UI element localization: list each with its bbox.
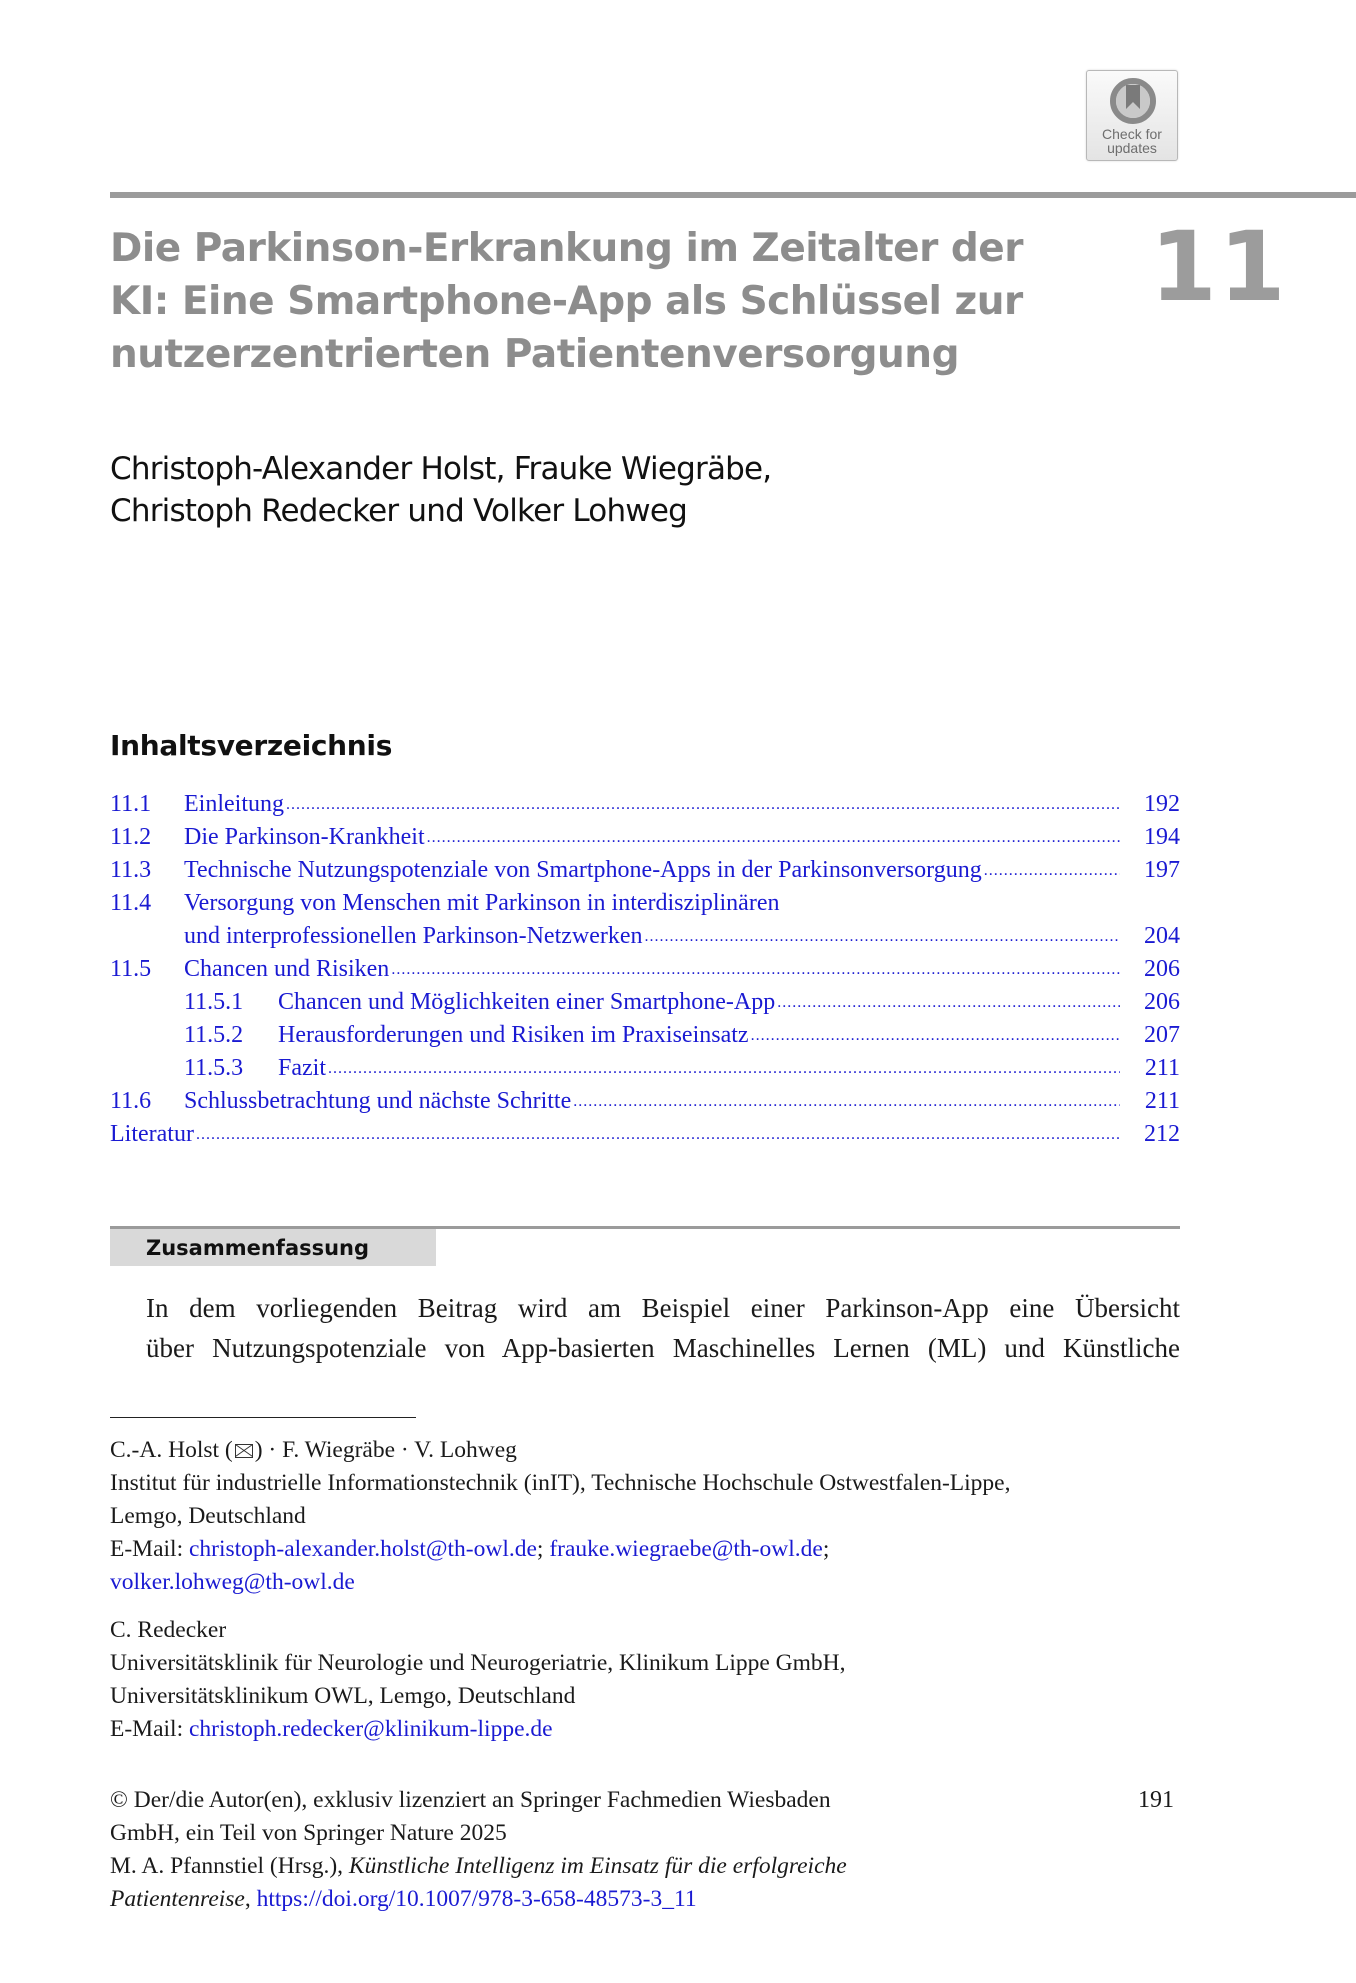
affiliation-email-line [110,1566,1180,1599]
author-line: Christoph Redecker und Volker Lohweg [110,493,688,529]
title-line: nutzerzentrierten Patientenversorgung [110,332,959,377]
badge-label [1087,127,1177,155]
author-list [110,448,771,532]
toc-entry-title[interactable]: Herausforderungen und Risiken im Praxiseinsatz [278,1022,749,1048]
affiliation-email-line: E-Mail: christoph-alexander.holst@th-owl.de; frauke.wiegraebe@th-owl.de; [110,1536,830,1562]
email-link[interactable]: christoph-alexander.holst@th-owl.de [188,1536,537,1562]
toc-entry[interactable] [110,1085,1180,1118]
check-for-updates-badge[interactable] [1086,70,1178,161]
toc-entry-number[interactable]: 11.5.3 [184,1055,244,1081]
toc-entry-page[interactable]: 211 [1144,1088,1180,1114]
toc-entry-title[interactable]: Fazit [278,1055,326,1081]
toc-entry-title-continued[interactable]: und interprofessionellen Parkinson-Netzwerken [184,923,643,949]
toc-entry-title[interactable]: Schlussbetrachtung und nächste Schritte [184,1088,572,1114]
toc-entry-number[interactable]: 11.2 [110,824,152,850]
toc-heading: Inhaltsverzeichnis [110,729,393,762]
toc-leader-dots [751,1019,1120,1052]
affiliation-authors: C. Redecker [110,1617,227,1643]
email-link[interactable]: volker.lohweg@th-owl.de [110,1569,355,1595]
toc-leader-dots [645,920,1120,953]
toc-leader-dots [196,1118,1120,1151]
toc-leader-dots [984,854,1120,887]
toc-leader-dots [573,1085,1120,1118]
toc-entry-page[interactable]: 194 [1144,824,1180,850]
toc-entry-continuation[interactable] [110,920,1180,953]
toc-leader-dots [328,1052,1120,1085]
affiliation-authors-text: C.-A. Holst ( [110,1437,233,1463]
affiliation-institution: Universitätsklinik für Neurologie und Neurogeriatrie, Klinikum Lippe GmbH, [110,1650,846,1676]
toc-entry-literature[interactable] [110,1118,1180,1151]
book-title: Patientenreise [110,1886,245,1912]
copyright-line: © Der/die Autor(en), exklusiv lizenziert an Springer Fachmedien Wiesbaden [110,1787,831,1813]
abstract-line: über Nutzungspotenziale von App-basierten Maschinelles Lernen (ML) und Künstliche [146,1333,1180,1363]
toc-entry[interactable] [110,953,1180,986]
email-link[interactable]: frauke.wiegraebe@th-owl.de [549,1536,823,1562]
toc-entry-page[interactable]: 204 [1144,923,1180,949]
affiliation-authors-text: ) · F. Wiegräbe · V. Lohweg [254,1437,517,1463]
toc-entry-number[interactable]: 11.5.1 [184,989,244,1015]
chapter-number: 11 [1150,211,1288,323]
toc-entry-title[interactable]: Chancen und Möglichkeiten einer Smartphone-App [278,989,776,1015]
affiliation-institution: Lemgo, Deutschland [110,1503,306,1529]
email-label: E-Mail: [110,1536,189,1562]
toc-entry-title[interactable]: Technische Nutzungspotenziale von Smartphone-Apps in der Parkinsonversorgung [184,857,982,883]
toc-entry-title[interactable]: Die Parkinson-Krankheit [184,824,425,850]
abstract-label: Zusammenfassung [146,1236,370,1260]
affiliation-block [110,1434,1180,1599]
toc-entry-number[interactable]: 11.1 [110,791,152,817]
footnote-rule [110,1417,416,1418]
toc-entry-title[interactable]: Versorgung von Menschen mit Parkinson in interdisziplinären [184,890,780,916]
toc-entry-page[interactable]: 206 [1144,989,1180,1015]
affiliation-block [110,1614,1180,1746]
email-label: E-Mail: [110,1716,189,1742]
toc-entry[interactable] [110,788,1180,821]
toc-entry-number[interactable]: 11.5.2 [184,1022,244,1048]
toc-leader-dots [286,788,1120,821]
citation-line [110,1883,1180,1916]
toc-subentry[interactable] [110,986,1180,1019]
toc-entry-page[interactable]: 212 [1144,1121,1180,1147]
toc-entry-title[interactable]: Literatur [110,1121,194,1147]
editor: M. A. Pfannstiel (Hrsg.), [110,1853,349,1879]
affiliation-email-line [110,1713,1180,1746]
bookmark-circle-icon [1109,77,1157,125]
toc-entry-page[interactable]: 197 [1144,857,1180,883]
title-line: KI: Eine Smartphone-App als Schlüssel zur [110,279,1023,324]
book-title: Künstliche Intelligenz im Einsatz für die erfolgreiche [348,1853,847,1879]
toc-entry[interactable] [110,887,1180,920]
badge-label-line2: updates [1107,140,1157,156]
toc-entry-number[interactable]: 11.6 [110,1088,152,1114]
abstract-line: In dem vorliegenden Beitrag wird am Beispiel einer Parkinson-App eine Übersicht [146,1293,1180,1323]
toc-leader-dots [391,953,1120,986]
affiliation-institution: Institut für industrielle Informationstechnik (inIT), Technische Hochschule Ostwestfalen-Lippe, [110,1470,1011,1496]
toc-entry-title[interactable]: Einleitung [184,791,284,817]
toc-subentry[interactable] [110,1052,1180,1085]
email-link[interactable]: christoph.redecker@klinikum-lippe.de [188,1716,553,1742]
toc-entry[interactable] [110,821,1180,854]
page-number: 191 [1138,1787,1174,1813]
copyright-line: GmbH, ein Teil von Springer Nature 2025 [110,1820,507,1846]
citation-line [110,1850,1180,1883]
publication-info [110,1784,1180,1916]
envelope-icon [235,1444,253,1458]
toc-subentry[interactable] [110,1019,1180,1052]
chapter-title [110,222,1090,381]
badge-label-line1: Check for [1102,126,1162,142]
toc-entry-page[interactable]: 207 [1144,1022,1180,1048]
abstract-text [146,1288,1180,1368]
toc-leader-dots [427,821,1120,854]
toc-leader-dots [777,986,1120,1019]
author-line: Christoph-Alexander Holst, Frauke Wiegräbe, [110,451,772,487]
toc-entry-number[interactable]: 11.5 [110,956,152,982]
toc-entry-page[interactable]: 206 [1144,956,1180,982]
toc-entry[interactable] [110,854,1180,887]
separator: , [244,1886,257,1912]
toc-entry-number[interactable]: 11.4 [110,890,152,916]
toc-entry-page[interactable]: 192 [1144,791,1180,817]
doi-link[interactable]: https://doi.org/10.1007/978-3-658-48573-3_11 [256,1886,697,1912]
toc-entry-page[interactable]: 211 [1144,1055,1180,1081]
affiliation-institution: Universitätsklinikum OWL, Lemgo, Deutschland [110,1683,576,1709]
chapter-rule [110,192,1356,198]
toc-entry-number[interactable]: 11.3 [110,857,152,883]
table-of-contents [110,788,1180,1151]
title-line: Die Parkinson-Erkrankung im Zeitalter der [110,226,1023,271]
affiliation-authors [110,1434,1180,1467]
toc-entry-title[interactable]: Chancen und Risiken [184,956,390,982]
